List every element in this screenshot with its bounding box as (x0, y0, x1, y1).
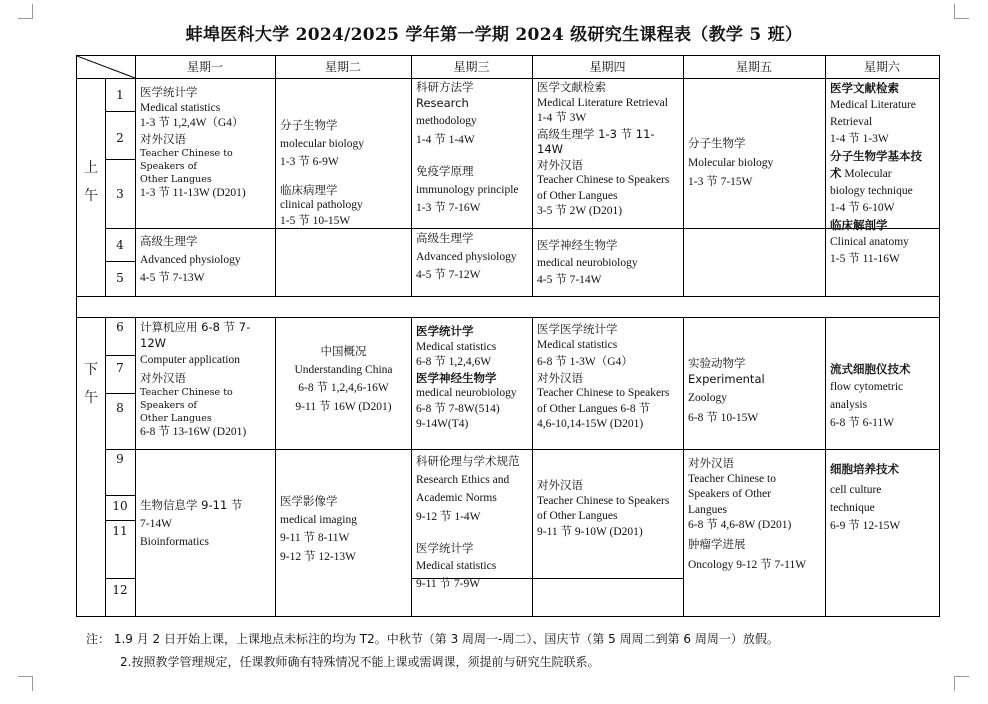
period-number: 1 (116, 88, 124, 102)
course-cell: 实验动物学 Experimental Zoology 6-8 节 10-15W (688, 356, 765, 424)
day-header-tue: 星期二 (324, 60, 361, 74)
course-cell: 中国概况 Understanding China 6-8 节 1,2,4,6-16W 9-11 节 16W (D201) (294, 344, 393, 413)
period-number: 2 (116, 131, 124, 145)
day-header-thu: 星期四 (589, 60, 626, 74)
period-number: 6 (116, 320, 124, 334)
period-number: 4 (116, 238, 124, 252)
course-cell: 分子生物学 molecular biology 1-3 节 6-9W 临床病理学 clinical pathology 1-5 节 10-15W (280, 118, 364, 227)
period-number: 7 (116, 361, 124, 375)
page-corner-mark (954, 4, 969, 19)
page-title: 蚌埠医科大学 2024/2025 学年第一学期 2024 级研究生课程表（教学 5 班） (185, 25, 803, 45)
period-number: 12 (112, 583, 128, 597)
course-cell: 医学医学统计学 Medical statistics 6-8 节 1-3W（G4） 对外汉语 Teacher Chinese to Speakers of Other Langues 6-8 节 4,6-10,14-15W (D201) (537, 322, 670, 430)
day-header-wed: 星期三 (453, 60, 490, 74)
footnote-1: 注： 1.9 月 2 日开始上课，上课地点未标注的均为 T2。中秋节（第 3 周周一-周二）、国庆节（第 5 周周二到第 6 周周一）放假。 (86, 632, 779, 646)
course-cell: 流式细胞仪技术 flow cytometric analysis 6-8 节 6-11W (830, 362, 911, 429)
day-header-sat: 星期六 (863, 60, 900, 74)
period-number: 5 (116, 271, 124, 285)
page-corner-mark (954, 676, 969, 691)
course-cell: 医学文献检索 Medical Literature Retrieval 1-4 节 1-3W 分子生物学基本技 术 Molecular biology technique 1-4 节 6-10W 临床解剖学 Clinical anatomy 1-5 节 11-16W (830, 81, 922, 265)
morning-label: 上 午 (84, 160, 98, 204)
course-cell: 细胞培养技术 cell culture technique 6-9 节 12-15W (830, 462, 901, 532)
course-cell: 医学文献检索 Medical Literature Retrieval 1-4 节 3W 高级生理学 1-3 节 11-14W 对外汉语 Teacher Chinese to Speakers of Other Langues 3-5 节 2W (D201) (537, 80, 670, 217)
page-corner-mark (18, 4, 33, 19)
course-cell: 科研方法学 Research methodology 1-4 节 1-4W 免疫学原理 immunology principle 1-3 节 7-16W (416, 80, 519, 214)
period-number: 8 (116, 401, 124, 415)
course-cell: 分子生物学 Molecular biology 1-3 节 7-15W (688, 136, 774, 188)
header-diagonal (77, 56, 135, 78)
afternoon-label: 下 午 (84, 362, 98, 406)
course-cell: 医学神经生物学 medical neurobiology 4-5 节 7-14W (537, 238, 638, 286)
course-cell: 对外汉语 Teacher Chinese to Speakers of Other Langues 9-11 节 9-10W (D201) (537, 478, 670, 538)
course-cell: 计算机应用 6-8 节 7-12W Computer application 对外汉语 Teacher Chinese to Speakers of Other Langues 6-8 节 13-16W (D201) (140, 320, 251, 438)
day-header-fri: 星期五 (735, 60, 772, 74)
schedule-table (76, 55, 940, 617)
period-number: 10 (112, 499, 128, 513)
period-number: 3 (116, 187, 124, 201)
page-corner-mark (18, 676, 33, 691)
day-header-mon: 星期一 (186, 60, 223, 74)
footnotes (86, 628, 966, 674)
course-cell: 科研伦理与学术规范 Research Ethics and Academic Norms 9-12 节 1-4W 医学统计学 Medical statistics 9-11 节 7-9W (416, 454, 520, 590)
period-number: 11 (112, 524, 128, 538)
course-cell: 生物信息学 9-11 节 7-14W Bioinformatics (140, 498, 243, 548)
period-number: 9 (116, 452, 124, 466)
course-cell: 对外汉语 Teacher Chinese to Speakers of Other Langues 6-8 节 4,6-8W (D201) 肿瘤学进展 Oncology 9-12 节 7-11W (688, 456, 807, 571)
course-cell: 医学统计学 Medical statistics 6-8 节 1,2,4,6W 医学神经生物学 medical neurobiology 6-8 节 7-8W(514) 9-14W(T4) (416, 324, 517, 430)
course-cell: 医学统计学 Medical statistics 1-3 节 1,2,4W（G4） 对外汉语 Teacher Chinese to Speakers of Other Langues 1-3 节 11-13W (D201) (140, 85, 246, 199)
course-cell: 高级生理学 Advanced physiology 4-5 节 7-13W (140, 234, 241, 284)
course-cell: 高级生理学 Advanced physiology 4-5 节 7-12W (416, 231, 517, 281)
course-cell: 医学影像学 medical imaging 9-11 节 8-11W 9-12 节 12-13W (280, 494, 357, 563)
footnote-2: 2.按照教学管理规定，任课教师确有特殊情况不能上课或需调课，须提前与研究生院联系。 (120, 655, 600, 669)
